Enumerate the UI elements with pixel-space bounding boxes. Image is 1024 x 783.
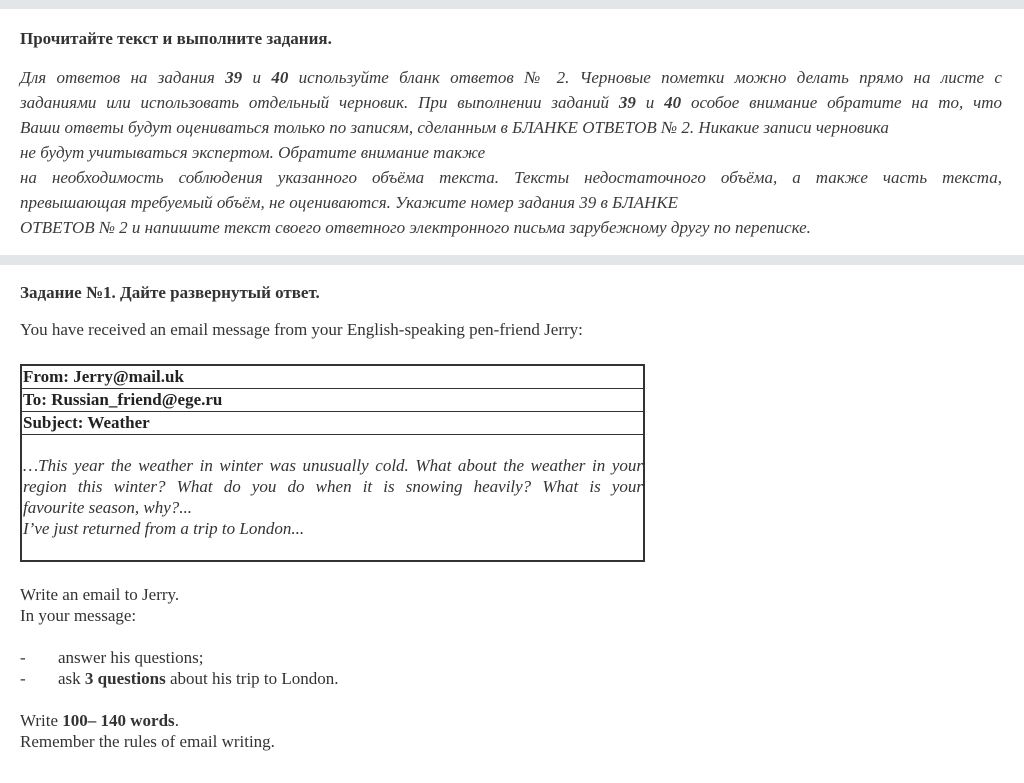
instr-line: превышающая требуемый объём, не оцениваются. Укажите номер задания 39 в БЛАНКЕ bbox=[20, 193, 679, 212]
section-divider-bar bbox=[0, 255, 1024, 265]
task-line: Write an email to Jerry. bbox=[20, 585, 180, 604]
top-divider-bar bbox=[0, 0, 1024, 9]
instr-line: заданиями или использовать отдельный черновик. При выполнении заданий 39 и 40 особое внимание обратите на то, что bbox=[20, 93, 1003, 112]
instructions-block bbox=[20, 29, 1002, 240]
email-body bbox=[22, 435, 643, 560]
list-item bbox=[20, 647, 1002, 668]
instr-line: Для ответов на задания 39 и 40 используйте бланк ответов № 2. Черновые пометки можно делать прямо на листе с bbox=[20, 68, 1002, 87]
email-to: To: Russian_friend@ege.ru bbox=[22, 389, 643, 412]
email-body-line: region this winter? What do you do when it is snowing heavily? What is your bbox=[23, 477, 643, 496]
instructions-heading: Прочитайте текст и выполните задания. bbox=[20, 29, 332, 48]
instructions-text bbox=[20, 65, 1002, 240]
instr-line: Ваши ответы будут оцениваться только по записям, сделанным в БЛАНКЕ ОТВЕТОВ № 2. Никакие записи черновика bbox=[20, 118, 889, 137]
task-line: In your message: bbox=[20, 606, 137, 625]
rules-line: Remember the rules of email writing. bbox=[20, 732, 275, 751]
email-box bbox=[20, 364, 645, 562]
task-intro: You have received an email message from your English-speaking pen-friend Jerry: bbox=[20, 320, 583, 339]
email-subject: Subject: Weather bbox=[22, 412, 643, 435]
list-dash: - bbox=[20, 669, 26, 688]
word-count-line: Write 100– 140 words. bbox=[20, 711, 179, 730]
list-item bbox=[20, 668, 1002, 689]
list-item-text: answer his questions; bbox=[58, 648, 204, 667]
email-body-line: favourite season, why?... bbox=[23, 498, 193, 517]
list-dash: - bbox=[20, 648, 26, 667]
email-body-line: …This year the weather in winter was unusually cold. What about the weather in your bbox=[23, 456, 643, 475]
instr-line: ОТВЕТОВ № 2 и напишите текст своего ответного электронного письма зарубежному другу по переписке. bbox=[20, 218, 811, 237]
task-heading: Задание №1. Дайте развернутый ответ. bbox=[20, 283, 320, 302]
task-instructions bbox=[20, 584, 1002, 752]
list-item-text: ask 3 questions about his trip to London. bbox=[58, 669, 339, 688]
instr-line: на необходимость соблюдения указанного объёма текста. Тексты недостаточного объёма, а также часть текста, bbox=[20, 168, 1002, 187]
email-from: From: Jerry@mail.uk bbox=[22, 366, 643, 389]
task-block bbox=[20, 283, 1002, 752]
instr-line: не будут учитываться экспертом. Обратите внимание также bbox=[20, 143, 486, 162]
email-body-line: I’ve just returned from a trip to London... bbox=[23, 519, 305, 538]
